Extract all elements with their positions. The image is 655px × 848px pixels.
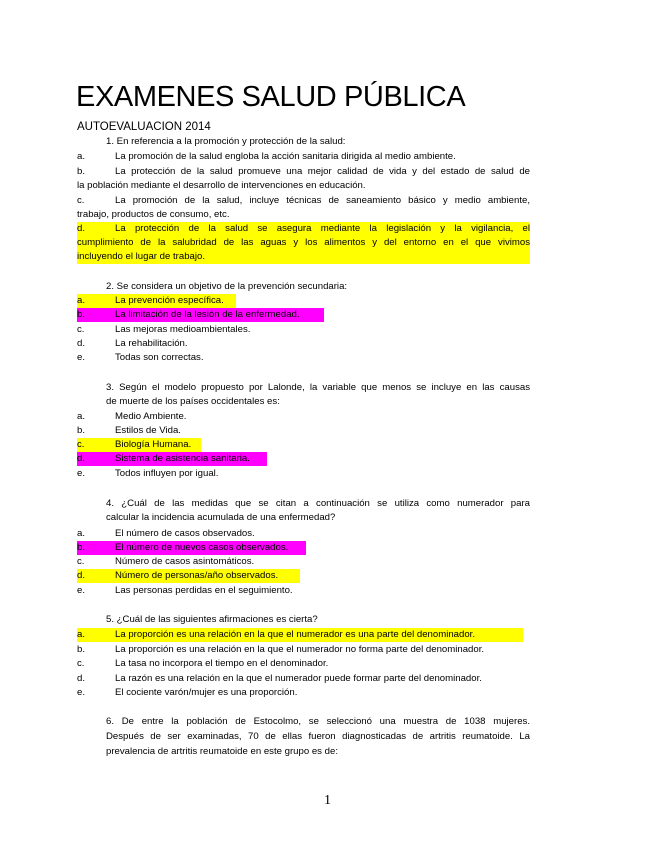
q5-option-d-text: La razón es una relación en la que el numerador puede formar parte del denominador. [115,673,482,684]
q2-option-a-text: La prevención específica. [115,295,224,306]
q4-option-b-letter: b. [77,542,86,553]
q1-option-a-letter: a. [77,151,86,162]
q1-option-c-text-line1: La promoción de la salud, incluye técnicas de saneamiento básico y medio ambiente, [115,195,530,206]
q5-option-e-letter: e. [77,687,86,698]
q5-option-a-text: La proporción es una relación en la que el numerador es una parte del denominador. [115,629,476,640]
q1-option-d-text-line3: incluyendo el lugar de trabajo. [77,251,206,262]
q2-option-b-text: La limitación de la lesión de la enfermedad. [115,309,300,320]
q3-option-d-letter: d. [77,453,86,464]
page-title: EXAMENES SALUD PÚBLICA [76,81,466,113]
question-3-stem-line2: de muerte de los países occidentales es: [106,396,280,407]
q5-option-b-text: La proporción es una relación en la que el numerador no forma parte del denominador. [115,644,485,655]
q5-option-c-text: La tasa no incorpora el tiempo en el denominador. [115,658,329,669]
q1-option-c-text-line2: trabajo, productos de consumo, etc. [77,209,230,220]
section-subtitle: AUTOEVALUACION 2014 [77,121,211,133]
question-6-stem-line3: prevalencia de artritis reumatoide en este grupo es de: [106,746,338,757]
q4-option-e-letter: e. [77,585,86,596]
q4-option-d-letter: d. [77,570,86,581]
q4-option-c-letter: c. [77,556,85,567]
question-6-stem-line1: 6. De entre la población de Estocolmo, se seleccionó una muestra de 1038 mujeres. [106,716,530,727]
q5-option-e-text: El cociente varón/mujer es una proporción. [115,687,298,698]
q3-option-a-letter: a. [77,411,86,422]
question-3-stem-line1: 3. Según el modelo propuesto por Lalonde, la variable que menos se incluye en las causas [106,382,530,393]
q3-option-d-text: Sistema de asistencia sanitaria. [115,453,250,464]
q1-option-b-text-line2: la población mediante el desarrollo de intervenciones en educación. [77,180,366,191]
q1-option-d-text-line2: cumplimiento de la salubridad de las aguas y los alimentos y del entorno en el que vivimos [77,237,530,248]
q3-option-c-text: Biología Humana. [115,439,192,450]
q4-option-e-text: Las personas perdidas en el seguimiento. [115,585,293,596]
q1-option-d-letter: d. [77,223,86,234]
q3-option-c-letter: c. [77,439,85,450]
q2-option-a-letter: a. [77,295,86,306]
q5-option-a-letter: a. [77,629,86,640]
q4-option-a-text: El número de casos observados. [115,528,255,539]
question-4-stem-line1: 4. ¿Cuál de las medidas que se citan a continuación se utiliza como numerador para [106,498,530,509]
q3-option-b-text: Estilos de Vida. [115,425,181,436]
q3-option-a-text: Medio Ambiente. [115,411,187,422]
q2-option-d-text: La rehabilitación. [115,338,188,349]
q2-option-e-letter: e. [77,352,86,363]
q2-option-e-text: Todas son correctas. [115,352,204,363]
q2-option-b-letter: b. [77,309,86,320]
q2-option-d-letter: d. [77,338,86,349]
q1-option-d-text-line1: La protección de la salud se asegura mediante la legislación y la vigilancia, el [115,223,530,234]
q3-option-e-text: Todos influyen por igual. [115,468,219,479]
q4-option-b-text: El número de nuevos casos observados. [115,542,289,553]
q1-option-b-letter: b. [77,166,86,177]
q5-option-c-letter: c. [77,658,85,669]
q5-option-b-letter: b. [77,644,86,655]
question-5-stem: 5. ¿Cuál de las siguientes afirmaciones es cierta? [106,614,318,625]
q4-option-c-text: Número de casos asintomáticos. [115,556,255,567]
q3-option-b-letter: b. [77,425,86,436]
question-6-stem-line2: Después de ser examinadas, 70 de ellas fueron diagnosticadas de artritis reumatoide. La [106,731,530,742]
question-4-stem-line2: calcular la incidencia acumulada de una enfermedad? [106,512,336,523]
q5-option-d-letter: d. [77,673,86,684]
q1-option-a-text: La promoción de la salud engloba la acción sanitaria dirigida al medio ambiente. [115,151,456,162]
page-number: 1 [324,793,331,808]
q3-option-e-letter: e. [77,468,86,479]
q1-option-c-letter: c. [77,195,85,206]
q2-option-c-letter: c. [77,324,85,335]
q1-option-b-text-line1: La protección de la salud promueve una mejor calidad de vida y del estado de salud de [115,166,530,177]
question-1-stem: 1. En referencia a la promoción y protección de la salud: [106,136,346,147]
q4-option-d-text: Número de personas/año observados. [115,570,279,581]
q2-option-c-text: Las mejoras medioambientales. [115,324,251,335]
question-2-stem: 2. Se considera un objetivo de la prevención secundaria: [106,281,348,292]
q4-option-a-letter: a. [77,528,86,539]
